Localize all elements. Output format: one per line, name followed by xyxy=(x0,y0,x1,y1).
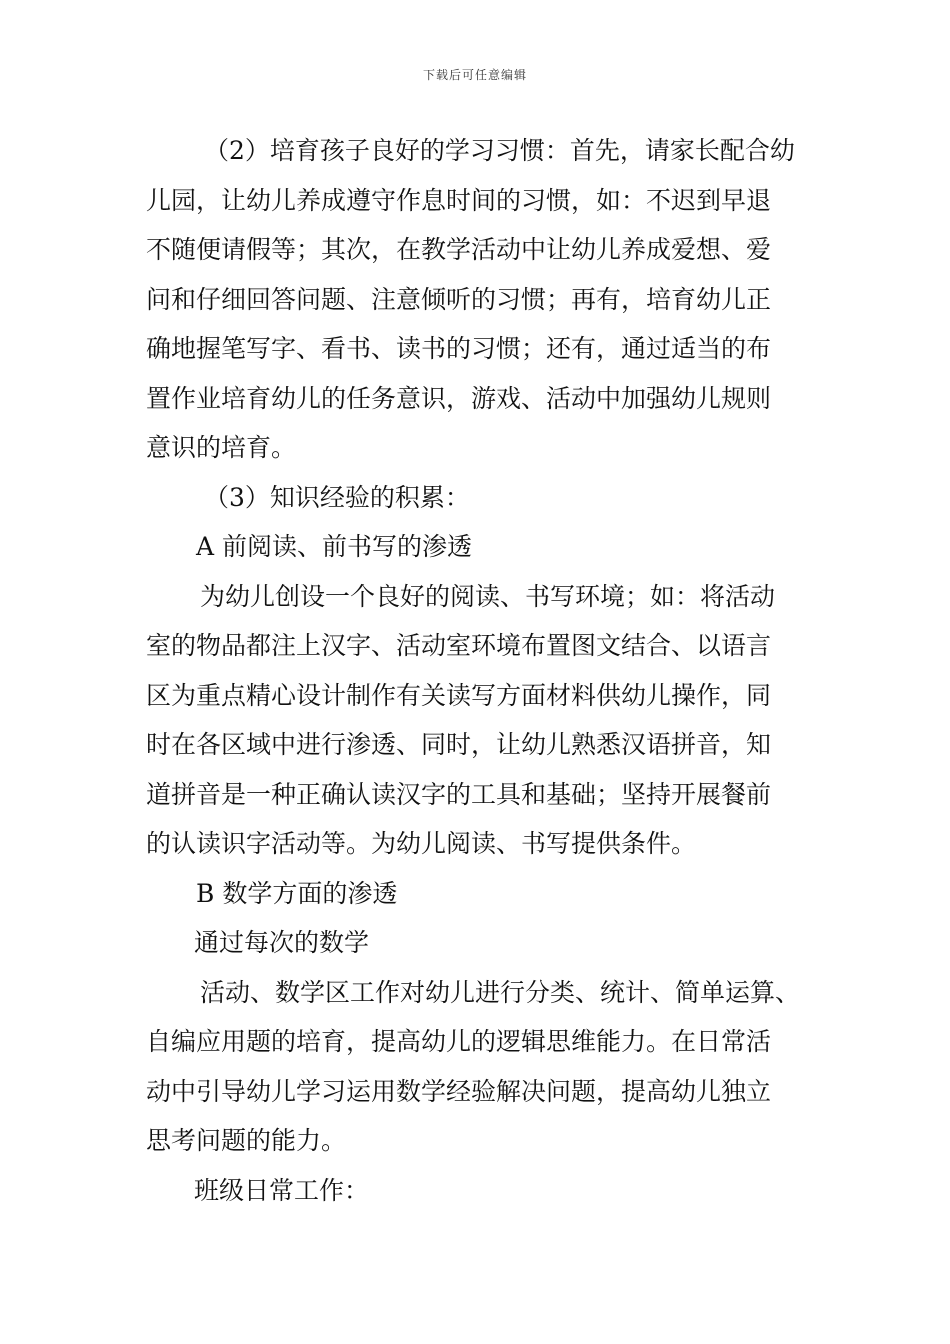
subsection-heading: B 数学方面的渗透 xyxy=(196,878,398,908)
paragraph-line: 区为重点精心设计制作有关读写方面材料供幼儿操作，同 xyxy=(146,680,772,710)
paragraph-line: 通过每次的数学 xyxy=(194,928,370,957)
page-header: 下载后可任意编辑 xyxy=(422,68,527,82)
subsection-heading: A 前阅读、前书写的渗透 xyxy=(196,532,473,561)
document-body xyxy=(146,126,812,1215)
section-heading: 班级日常工作： xyxy=(194,1175,370,1205)
paragraph-line: 动中引导幼儿学习运用数学经验解决问题，提高幼儿独立 xyxy=(146,1076,772,1106)
paragraph-line: 活动、数学区工作对幼儿进行分类、统计、简单运算、 xyxy=(200,977,801,1007)
paragraph-line: 思考问题的能力。 xyxy=(146,1126,347,1155)
paragraph-line: 的认读识字活动等。为幼儿阅读、书写提供条件。 xyxy=(146,829,697,858)
paragraph-line: 为幼儿创设一个良好的阅读、书写环境；如：将活动 xyxy=(200,581,776,611)
paragraph-line: 确地握笔写字、看书、读书的习惯；还有，通过适当的布 xyxy=(146,334,772,363)
paragraph-line: 儿园，让幼儿养成遵守作息时间的习惯，如：不迟到早退 xyxy=(146,185,772,215)
paragraph-line: 问和仔细回答问题、注意倾听的习惯；再有，培育幼儿正 xyxy=(146,284,772,314)
paragraph-line: 室的物品都注上汉字、活动室环境布置图文结合、以语言 xyxy=(146,631,772,660)
section-heading: （3）知识经验的积累： xyxy=(204,482,470,512)
paragraph-line: 置作业培育幼儿的任务意识，游戏、活动中加强幼儿规则 xyxy=(146,383,772,413)
paragraph-line: 自编应用题的培育，提高幼儿的逻辑思维能力。在日常活 xyxy=(146,1027,772,1056)
paragraph-line: 意识的培育。 xyxy=(146,433,297,462)
paragraph-line: 道拼音是一种正确认读汉字的工具和基础；坚持开展餐前 xyxy=(146,779,772,809)
paragraph-line: （2）培育孩子良好的学习习惯：首先，请家长配合幼 xyxy=(204,136,795,165)
paragraph-line: 时在各区域中进行渗透、同时，让幼儿熟悉汉语拼音，知 xyxy=(146,730,772,759)
paragraph-line: 不随便请假等；其次，在教学活动中让幼儿养成爱想、爱 xyxy=(146,235,772,264)
